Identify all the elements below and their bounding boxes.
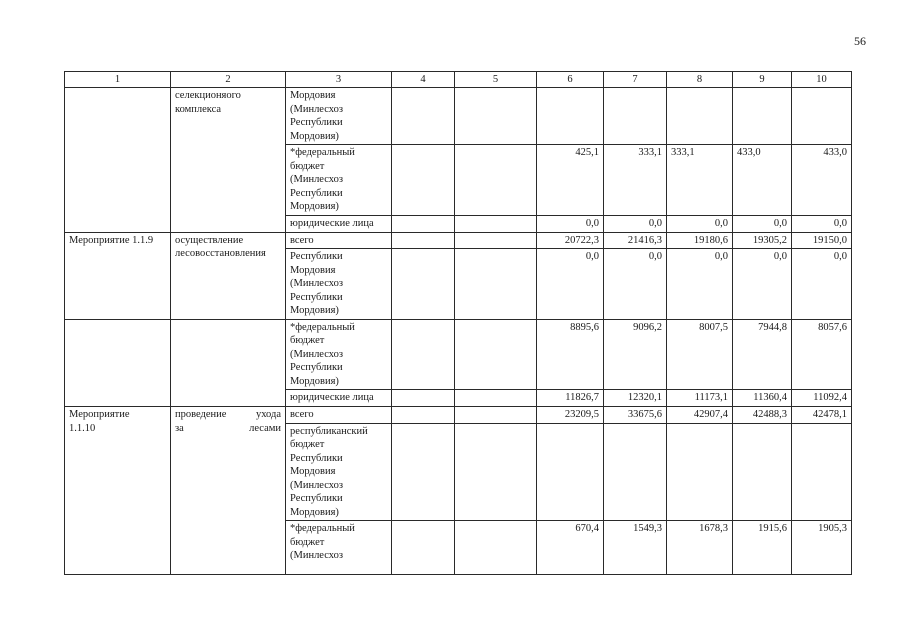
value-cell: 0,0 bbox=[733, 249, 792, 320]
value-cell: 433,0 bbox=[792, 145, 852, 216]
value-cell: 19150,0 bbox=[792, 232, 852, 249]
value-cell bbox=[667, 88, 733, 145]
funding-source-cell: *федеральный бюджет (Минлесхоз Республики Мордовия) bbox=[286, 145, 392, 216]
table-cell bbox=[392, 145, 455, 216]
table-cell bbox=[455, 407, 537, 424]
value-cell: 1915,6 bbox=[733, 521, 792, 575]
value-cell: 33675,6 bbox=[604, 407, 667, 424]
value-cell: 42907,4 bbox=[667, 407, 733, 424]
table-row bbox=[65, 232, 852, 249]
column-header: 2 bbox=[171, 72, 286, 88]
budget-table bbox=[64, 71, 852, 575]
value-cell: 11360,4 bbox=[733, 390, 792, 407]
column-header: 9 bbox=[733, 72, 792, 88]
value-cell bbox=[604, 423, 667, 521]
column-header: 8 bbox=[667, 72, 733, 88]
column-header: 4 bbox=[392, 72, 455, 88]
value-cell: 8057,6 bbox=[792, 319, 852, 390]
measure-cell bbox=[65, 319, 171, 407]
column-header: 5 bbox=[455, 72, 537, 88]
column-header: 7 bbox=[604, 72, 667, 88]
table-cell bbox=[455, 145, 537, 216]
table-cell bbox=[455, 423, 537, 521]
value-cell bbox=[604, 88, 667, 145]
funding-source-cell: *федеральный бюджет (Минлесхоз Республики Мордовия) bbox=[286, 319, 392, 390]
table-cell bbox=[455, 215, 537, 232]
value-cell: 23209,5 bbox=[537, 407, 604, 424]
value-cell bbox=[733, 88, 792, 145]
value-cell: 7944,8 bbox=[733, 319, 792, 390]
value-cell bbox=[733, 423, 792, 521]
table-row bbox=[65, 407, 852, 424]
table-cell bbox=[455, 249, 537, 320]
value-cell: 42478,1 bbox=[792, 407, 852, 424]
value-cell: 11092,4 bbox=[792, 390, 852, 407]
value-cell: 0,0 bbox=[792, 249, 852, 320]
table-row bbox=[65, 88, 852, 145]
table-cell bbox=[392, 407, 455, 424]
value-cell: 425,1 bbox=[537, 145, 604, 216]
value-cell: 1549,3 bbox=[604, 521, 667, 575]
value-cell: 20722,3 bbox=[537, 232, 604, 249]
value-cell: 19180,6 bbox=[667, 232, 733, 249]
description-cell bbox=[171, 319, 286, 407]
value-cell: 0,0 bbox=[537, 215, 604, 232]
table-cell bbox=[392, 423, 455, 521]
value-cell: 0,0 bbox=[667, 215, 733, 232]
funding-source-cell: юридические лица bbox=[286, 215, 392, 232]
table-cell bbox=[455, 232, 537, 249]
value-cell bbox=[537, 423, 604, 521]
value-cell: 21416,3 bbox=[604, 232, 667, 249]
value-cell: 333,1 bbox=[604, 145, 667, 216]
measure-cell bbox=[65, 88, 171, 233]
value-cell: 333,1 bbox=[667, 145, 733, 216]
table-cell bbox=[455, 521, 537, 575]
table-cell bbox=[392, 390, 455, 407]
value-cell: 0,0 bbox=[733, 215, 792, 232]
table-cell bbox=[392, 249, 455, 320]
value-cell: 0,0 bbox=[792, 215, 852, 232]
value-cell: 0,0 bbox=[537, 249, 604, 320]
funding-source-cell: Республики Мордовия (Минлесхоз Республики Мордовия) bbox=[286, 249, 392, 320]
value-cell bbox=[667, 423, 733, 521]
funding-source-cell: республиканский бюджет Республики Мордовия (Минлесхоз Республики Мордовия) bbox=[286, 423, 392, 521]
funding-source-cell: *федеральный бюджет (Минлесхоз bbox=[286, 521, 392, 575]
value-cell: 433,0 bbox=[733, 145, 792, 216]
column-header: 6 bbox=[537, 72, 604, 88]
value-cell: 19305,2 bbox=[733, 232, 792, 249]
funding-source-cell: всего bbox=[286, 232, 392, 249]
value-cell bbox=[537, 88, 604, 145]
value-cell: 11826,7 bbox=[537, 390, 604, 407]
table-cell bbox=[392, 88, 455, 145]
value-cell: 0,0 bbox=[604, 215, 667, 232]
column-header: 1 bbox=[65, 72, 171, 88]
funding-source-cell: юридические лица bbox=[286, 390, 392, 407]
page-number: 56 bbox=[854, 34, 866, 48]
column-header: 3 bbox=[286, 72, 392, 88]
measure-cell: Мероприятие 1.1.10 bbox=[65, 407, 171, 575]
description-cell: селекционяого комплекса bbox=[171, 88, 286, 233]
table-row bbox=[65, 319, 852, 390]
value-cell: 12320,1 bbox=[604, 390, 667, 407]
value-cell: 670,4 bbox=[537, 521, 604, 575]
value-cell: 8007,5 bbox=[667, 319, 733, 390]
value-cell: 9096,2 bbox=[604, 319, 667, 390]
table-header-row bbox=[65, 72, 852, 88]
table-cell bbox=[392, 215, 455, 232]
table-cell bbox=[455, 319, 537, 390]
value-cell: 0,0 bbox=[667, 249, 733, 320]
value-cell: 42488,3 bbox=[733, 407, 792, 424]
table-cell bbox=[392, 319, 455, 390]
funding-source-cell: Мордовия (Минлесхоз Республики Мордовия) bbox=[286, 88, 392, 145]
value-cell bbox=[792, 423, 852, 521]
table-cell bbox=[392, 521, 455, 575]
value-cell bbox=[792, 88, 852, 145]
value-cell: 8895,6 bbox=[537, 319, 604, 390]
description-cell: осуществление лесовосстановления bbox=[171, 232, 286, 319]
description-cell: проведение ухода за лесами bbox=[171, 407, 286, 575]
value-cell: 1678,3 bbox=[667, 521, 733, 575]
measure-cell: Мероприятие 1.1.9 bbox=[65, 232, 171, 319]
funding-source-cell: всего bbox=[286, 407, 392, 424]
table-cell bbox=[392, 232, 455, 249]
value-cell: 11173,1 bbox=[667, 390, 733, 407]
column-header: 10 bbox=[792, 72, 852, 88]
value-cell: 0,0 bbox=[604, 249, 667, 320]
table-cell bbox=[455, 88, 537, 145]
value-cell: 1905,3 bbox=[792, 521, 852, 575]
table-cell bbox=[455, 390, 537, 407]
